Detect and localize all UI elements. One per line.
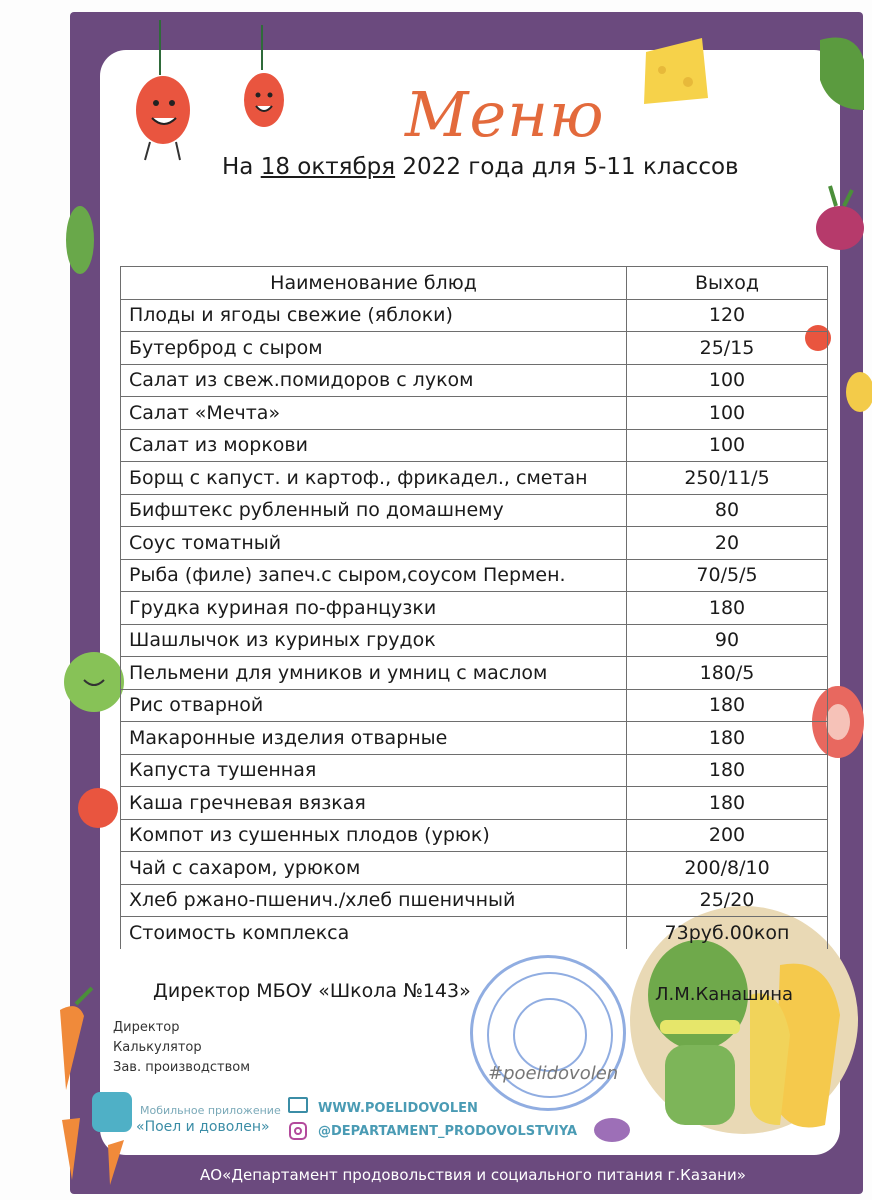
page-title: Меню	[405, 78, 605, 151]
dish-output: 180	[627, 787, 828, 820]
dish-output: 100	[627, 397, 828, 430]
dish-output: 20	[627, 527, 828, 560]
menu-table	[120, 266, 828, 949]
official-stamp	[470, 955, 626, 1111]
dish-name: Каша гречневая вязкая	[121, 787, 627, 820]
dish-output: 120	[627, 299, 828, 332]
table-row	[121, 364, 828, 397]
apple-character-icon	[64, 652, 124, 712]
table-row	[121, 722, 828, 755]
lettuce-top-right-icon	[820, 38, 864, 111]
dish-name: Плоды и ягоды свежие (яблоки)	[121, 299, 627, 332]
tomato-character-right-icon	[244, 25, 284, 127]
table-row	[121, 624, 828, 657]
dish-name: Салат из моркови	[121, 429, 627, 462]
vegetable-characters-icon	[640, 925, 862, 1155]
dish-name: Хлеб ржано-пшенич./хлеб пшеничный	[121, 884, 627, 917]
dish-output: 180	[627, 592, 828, 625]
dish-output: 180	[627, 689, 828, 722]
table-row	[121, 559, 828, 592]
table-row	[121, 592, 828, 625]
table-row	[121, 527, 828, 560]
lemon-right-icon	[846, 372, 872, 412]
table-row	[121, 884, 828, 917]
table-row	[121, 689, 828, 722]
dish-output: 25/20	[627, 884, 828, 917]
carrot-character-icon	[60, 988, 92, 1090]
cost-row	[121, 917, 828, 950]
dish-output: 25/15	[627, 332, 828, 365]
leaf-left-icon	[66, 206, 94, 274]
cost-label: Стоимость комплекса	[121, 917, 627, 950]
director-name: Л.М.Канашина	[655, 984, 794, 1005]
dish-output: 100	[627, 429, 828, 462]
tomato-character-left-icon	[136, 20, 190, 160]
website-link[interactable]: WWW.POELIDOVOLEN	[318, 1101, 478, 1116]
table-row	[121, 299, 828, 332]
dish-name: Борщ с капуст. и картоф., фрикадел., сметан	[121, 462, 627, 495]
app-name: «Поел и доволен»	[136, 1119, 270, 1135]
table-row	[121, 819, 828, 852]
tomato-left-bottom-icon	[78, 788, 118, 828]
header-dish-name: Наименование блюд	[121, 267, 627, 300]
dish-name: Шашлычок из куриных грудок	[121, 624, 627, 657]
subtitle-prefix: На	[222, 154, 254, 180]
dish-output: 180/5	[627, 657, 828, 690]
table-row	[121, 397, 828, 430]
signature-role: Калькулятор	[113, 1040, 202, 1055]
instagram-icon	[289, 1122, 307, 1140]
dish-output: 200/8/10	[627, 852, 828, 885]
signature-role: Зав. производством	[113, 1060, 251, 1075]
dish-output: 180	[627, 722, 828, 755]
beet-character-icon	[816, 186, 864, 250]
dish-name: Рис отварной	[121, 689, 627, 722]
table-row	[121, 657, 828, 690]
dish-name: Салат из свеж.помидоров с луком	[121, 364, 627, 397]
instagram-link[interactable]: @DEPARTAMENT_PRODOVOLSTVIYA	[318, 1124, 578, 1139]
subtitle-date: 18 октября	[260, 154, 396, 180]
dish-output: 80	[627, 494, 828, 527]
dish-output: 200	[627, 819, 828, 852]
app-caption: Мобильное приложение	[140, 1104, 281, 1117]
page-subtitle	[222, 154, 739, 180]
footer-organization: АО«Департамент продовольствия и социального питания г.Казани»	[200, 1166, 746, 1184]
candy-icon	[594, 1118, 630, 1142]
dish-output: 90	[627, 624, 828, 657]
dish-output: 70/5/5	[627, 559, 828, 592]
director-line: Директор МБОУ «Школа №143»	[153, 980, 471, 1002]
dish-output: 100	[627, 364, 828, 397]
subtitle-suffix: 2022 года для 5-11 классов	[402, 154, 739, 180]
dish-name: Чай с сахаром, урюком	[121, 852, 627, 885]
hashtag: #poelidovolen	[488, 1063, 619, 1084]
dish-name: Рыба (филе) запеч.с сыром,соусом Пермен.	[121, 559, 627, 592]
table-row	[121, 462, 828, 495]
table-row	[121, 332, 828, 365]
dish-name: Соус томатный	[121, 527, 627, 560]
cheese-character-icon	[644, 38, 708, 104]
dish-name: Капуста тушенная	[121, 754, 627, 787]
dish-name: Салат «Мечта»	[121, 397, 627, 430]
dish-name: Макаронные изделия отварные	[121, 722, 627, 755]
table-row	[121, 754, 828, 787]
table-row	[121, 787, 828, 820]
dish-name: Бутерброд с сыром	[121, 332, 627, 365]
signature-list	[113, 1018, 250, 1078]
signature-role: Директор	[113, 1020, 180, 1035]
dish-name: Бифштекс рубленный по домашнему	[121, 494, 627, 527]
dish-name: Пельмени для умников и умниц с маслом	[121, 657, 627, 690]
dish-output: 250/11/5	[627, 462, 828, 495]
cost-value: 73руб.00коп	[627, 917, 828, 950]
header-output: Выход	[627, 267, 828, 300]
dish-name: Грудка куриная по-французки	[121, 592, 627, 625]
website-icon	[288, 1097, 308, 1113]
mobile-app-icon	[92, 1092, 132, 1132]
table-row	[121, 494, 828, 527]
table-row	[121, 852, 828, 885]
table-row	[121, 429, 828, 462]
table-header-row	[121, 267, 828, 300]
dish-output: 180	[627, 754, 828, 787]
dish-name: Компот из сушенных плодов (урюк)	[121, 819, 627, 852]
